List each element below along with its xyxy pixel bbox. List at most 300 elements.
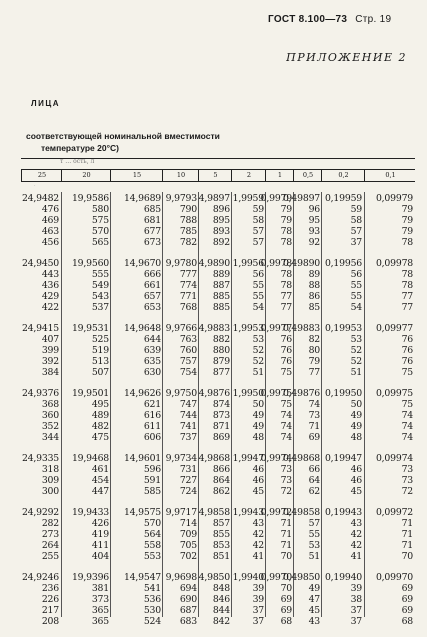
table-cell: 14,9689 xyxy=(123,193,161,204)
table-cell: 585 xyxy=(143,486,161,497)
table-cell: 392 xyxy=(41,356,59,367)
table-cell: 41 xyxy=(252,551,264,562)
table-cell: 0,19950 xyxy=(324,388,362,399)
table-cell: 39 xyxy=(252,583,264,594)
table-cell: 74 xyxy=(308,399,320,410)
table-cell: 69 xyxy=(401,605,413,616)
table-cell: 426 xyxy=(91,518,109,529)
table-row xyxy=(21,475,415,486)
table-cell: 429 xyxy=(41,291,59,302)
table-cell: 495 xyxy=(91,399,109,410)
table-cell: 43 xyxy=(350,518,362,529)
table-cell: 606 xyxy=(143,432,161,443)
table-cell: 447 xyxy=(91,486,109,497)
table-cell: 51 xyxy=(252,367,264,378)
table-cell: 226 xyxy=(41,594,59,605)
table-cell: 71 xyxy=(401,540,413,551)
table-cell: 19,9560 xyxy=(71,258,109,269)
table-cell: 208 xyxy=(41,616,59,627)
table-cell: 880 xyxy=(212,345,230,356)
table-cell: 681 xyxy=(143,215,161,226)
table-cell: 58 xyxy=(350,215,362,226)
column-header-cell xyxy=(110,170,163,181)
table-cell: 0,19956 xyxy=(324,258,362,269)
table-cell: 404 xyxy=(91,551,109,562)
table-cell: 381 xyxy=(91,583,109,594)
table-row xyxy=(21,291,415,302)
table-cell: 54 xyxy=(350,302,362,313)
table-cell: 309 xyxy=(41,475,59,486)
table-row xyxy=(21,486,415,497)
table-cell: 77 xyxy=(280,302,292,313)
table-cell: 14,9626 xyxy=(123,388,161,399)
table-cell: 69 xyxy=(401,583,413,594)
table-cell: 92 xyxy=(308,237,320,248)
table-cell: 896 xyxy=(212,204,230,215)
table-cell: 74 xyxy=(280,421,292,432)
table-cell: 790 xyxy=(179,204,197,215)
table-cell: 43 xyxy=(252,518,264,529)
table-cell: 0,09978 xyxy=(375,258,413,269)
table-cell: 78 xyxy=(280,237,292,248)
page-header xyxy=(268,14,391,25)
table-row xyxy=(21,345,415,356)
column-header-label: 25 xyxy=(37,171,47,179)
table-cell: 9,9734 xyxy=(165,453,197,464)
table-cell: 621 xyxy=(143,399,161,410)
table-cell: 75 xyxy=(280,399,292,410)
table-cell: 644 xyxy=(143,334,161,345)
table-cell: 9,9698 xyxy=(165,572,197,583)
table-cell: 0,09974 xyxy=(375,453,413,464)
table-cell: 4,9876 xyxy=(198,388,230,399)
table-cell: 885 xyxy=(212,291,230,302)
table-cell: 52 xyxy=(252,356,264,367)
table-cell: 4,9858 xyxy=(198,507,230,518)
table-cell: 709 xyxy=(179,529,197,540)
table-cell: 0,9975 xyxy=(260,388,292,399)
table-row xyxy=(21,605,415,616)
table-cell: 848 xyxy=(212,583,230,594)
table-cell: 273 xyxy=(41,529,59,540)
table-cell: 45 xyxy=(308,605,320,616)
table-cell: 49 xyxy=(350,421,362,432)
table-cell: 52 xyxy=(350,345,362,356)
table-cell: 407 xyxy=(41,334,59,345)
table-row xyxy=(21,215,415,226)
table-cell: 76 xyxy=(401,345,413,356)
table-cell: 14,9648 xyxy=(123,323,161,334)
table-row xyxy=(21,572,415,583)
table-row xyxy=(21,432,415,443)
table-cell: 95 xyxy=(308,215,320,226)
table-row xyxy=(21,540,415,551)
table-row xyxy=(21,367,415,378)
table-cell: 0,09979 xyxy=(375,193,413,204)
table-row xyxy=(21,193,415,204)
table-row xyxy=(21,280,415,291)
standard-number: ГОСТ 8.100—73 xyxy=(268,14,348,25)
table-cell: 463 xyxy=(41,226,59,237)
appendix-title: ПРИЛОЖЕНИЕ 2 xyxy=(286,51,407,64)
table-cell: 236 xyxy=(41,583,59,594)
column-header-cell xyxy=(162,170,199,181)
table-cell: 82 xyxy=(308,334,320,345)
table-cell: 895 xyxy=(212,215,230,226)
table-cell: 24,9335 xyxy=(21,453,59,464)
table-cell: 71 xyxy=(280,529,292,540)
table-cell: 570 xyxy=(91,226,109,237)
table-cell: 80 xyxy=(308,345,320,356)
table-cell: 580 xyxy=(91,204,109,215)
column-header-label: 0,2 xyxy=(338,171,349,179)
table-cell: 79 xyxy=(280,204,292,215)
table-cell: 673 xyxy=(143,237,161,248)
table-cell: 558 xyxy=(143,540,161,551)
table-cell: 49 xyxy=(252,421,264,432)
table-cell: 879 xyxy=(212,356,230,367)
table-cell: 842 xyxy=(212,616,230,627)
table-cell: 0,49858 xyxy=(282,507,320,518)
table-cell: 0,19953 xyxy=(324,323,362,334)
table-cell: 352 xyxy=(41,421,59,432)
table-cell: 536 xyxy=(143,594,161,605)
table-cell: 0,9972 xyxy=(260,507,292,518)
table-cell: 73 xyxy=(308,410,320,421)
table-cell: 47 xyxy=(308,594,320,605)
table-cell: 42 xyxy=(350,529,362,540)
table-cell: 37 xyxy=(252,605,264,616)
table-cell: 344 xyxy=(41,432,59,443)
table-cell: 419 xyxy=(91,529,109,540)
table-cell: 42 xyxy=(252,529,264,540)
table-cell: 853 xyxy=(212,540,230,551)
table-cell: 45 xyxy=(350,486,362,497)
table-cell: 79 xyxy=(401,226,413,237)
table-cell: 0,9979 xyxy=(260,193,292,204)
table-cell: 39 xyxy=(350,583,362,594)
table-cell: 56 xyxy=(252,269,264,280)
page-number: Стр. 19 xyxy=(355,14,392,25)
table-cell: 59 xyxy=(252,204,264,215)
table-cell: 89 xyxy=(308,269,320,280)
table-cell: 318 xyxy=(41,464,59,475)
table-cell: 687 xyxy=(179,605,197,616)
table-cell: 524 xyxy=(143,616,161,627)
table-cell: 714 xyxy=(179,518,197,529)
table-cell: 71 xyxy=(280,518,292,529)
table-cell: 653 xyxy=(143,302,161,313)
table-cell: 469 xyxy=(41,215,59,226)
table-cell: 731 xyxy=(179,464,197,475)
column-header-label: 1 xyxy=(277,171,283,179)
table-cell: 37 xyxy=(350,237,362,248)
table-row xyxy=(21,410,415,421)
table-cell: 411 xyxy=(91,540,109,551)
table-cell: 49 xyxy=(350,410,362,421)
table-cell: 737 xyxy=(179,432,197,443)
table-cell: 694 xyxy=(179,583,197,594)
table-cell: 56 xyxy=(350,269,362,280)
table-cell: 48 xyxy=(350,432,362,443)
table-cell: 846 xyxy=(212,594,230,605)
table-cell: 0,09977 xyxy=(375,323,413,334)
table-cell: 51 xyxy=(308,551,320,562)
table-cell: 55 xyxy=(308,529,320,540)
table-cell: 78 xyxy=(280,280,292,291)
table-cell: 19,9433 xyxy=(71,507,109,518)
table-cell: 591 xyxy=(143,475,161,486)
column-header-cell xyxy=(265,170,294,181)
table-cell: 869 xyxy=(212,432,230,443)
table-cell: 0,49890 xyxy=(282,258,320,269)
table-cell: 41 xyxy=(350,551,362,562)
caption-line-1: соответствующей номинальной вместимости xyxy=(26,131,220,141)
table-cell: 74 xyxy=(401,421,413,432)
table-cell: 300 xyxy=(41,486,59,497)
table-cell: 570 xyxy=(143,518,161,529)
table-cell: 52 xyxy=(350,356,362,367)
table-cell: 69 xyxy=(280,605,292,616)
table-cell: 78 xyxy=(280,269,292,280)
table-cell: 77 xyxy=(401,302,413,313)
table-cell: 702 xyxy=(179,551,197,562)
table-row xyxy=(21,507,415,518)
table-cell: 777 xyxy=(179,269,197,280)
table-cell: 73 xyxy=(401,464,413,475)
table-cell: 877 xyxy=(212,367,230,378)
column-header-label: 15 xyxy=(132,171,142,179)
table-cell: 48 xyxy=(252,432,264,443)
table-row xyxy=(21,551,415,562)
table-row xyxy=(21,518,415,529)
table-cell: 71 xyxy=(401,529,413,540)
table-cell: 71 xyxy=(401,518,413,529)
table-cell: 37 xyxy=(350,616,362,627)
table-cell: 79 xyxy=(308,356,320,367)
table-cell: 77 xyxy=(280,291,292,302)
table-cell: 368 xyxy=(41,399,59,410)
table-cell: 45 xyxy=(252,486,264,497)
table-cell: 543 xyxy=(91,291,109,302)
table-cell: 454 xyxy=(91,475,109,486)
table-cell: 53 xyxy=(350,334,362,345)
table-cell: 73 xyxy=(280,475,292,486)
table-row xyxy=(21,204,415,215)
table-cell: 78 xyxy=(401,269,413,280)
table-cell: 0,49876 xyxy=(282,388,320,399)
table-cell: 0,49897 xyxy=(282,193,320,204)
table-cell: 42 xyxy=(350,540,362,551)
table-cell: 639 xyxy=(143,345,161,356)
table-cell: 4,9890 xyxy=(198,258,230,269)
column-header-row xyxy=(21,169,415,182)
table-cell: 365 xyxy=(91,616,109,627)
table-cell: 54 xyxy=(252,302,264,313)
table-cell: 72 xyxy=(280,486,292,497)
table-cell: 727 xyxy=(179,475,197,486)
table-cell: 1,9947 xyxy=(232,453,264,464)
table-cell: 55 xyxy=(252,280,264,291)
table-cell: 661 xyxy=(143,280,161,291)
table-cell: 53 xyxy=(252,334,264,345)
table-cell: 0,49850 xyxy=(282,572,320,583)
table-cell: 4,9897 xyxy=(198,193,230,204)
table-cell: 46 xyxy=(252,475,264,486)
table-cell: 46 xyxy=(252,464,264,475)
table-cell: 611 xyxy=(143,421,161,432)
column-header-cell xyxy=(293,170,322,181)
table-cell: 882 xyxy=(212,334,230,345)
table-cell: 785 xyxy=(179,226,197,237)
table-cell: 71 xyxy=(308,421,320,432)
table-cell: 575 xyxy=(91,215,109,226)
table-cell: 255 xyxy=(41,551,59,562)
table-cell: 555 xyxy=(91,269,109,280)
table-cell: 893 xyxy=(212,226,230,237)
table-cell: 360 xyxy=(41,410,59,421)
table-cell: 76 xyxy=(401,334,413,345)
table-cell: 75 xyxy=(401,399,413,410)
table-row xyxy=(21,226,415,237)
table-row xyxy=(21,258,415,269)
table-cell: 1,9953 xyxy=(232,323,264,334)
table-cell: 747 xyxy=(179,399,197,410)
dot-row: · xyxy=(34,183,36,189)
table-cell: 42 xyxy=(252,540,264,551)
table-cell: 553 xyxy=(143,551,161,562)
table-cell: 774 xyxy=(179,280,197,291)
table-cell: 70 xyxy=(401,551,413,562)
table-cell: 683 xyxy=(179,616,197,627)
table-cell: 771 xyxy=(179,291,197,302)
table-cell: 57 xyxy=(350,226,362,237)
table-cell: 19,9586 xyxy=(71,193,109,204)
table-cell: 0,09970 xyxy=(375,572,413,583)
table-row xyxy=(21,399,415,410)
table-cell: 24,9292 xyxy=(21,507,59,518)
table-cell: 519 xyxy=(91,345,109,356)
table-cell: 1,9943 xyxy=(232,507,264,518)
table-cell: 0,49868 xyxy=(282,453,320,464)
table-cell: 50 xyxy=(350,399,362,410)
table-cell: 763 xyxy=(179,334,197,345)
table-cell: 0,19940 xyxy=(324,572,362,583)
table-cell: 39 xyxy=(252,594,264,605)
table-cell: 79 xyxy=(280,215,292,226)
table-cell: 482 xyxy=(91,421,109,432)
table-cell: 657 xyxy=(143,291,161,302)
table-cell: 78 xyxy=(280,226,292,237)
table-row xyxy=(21,334,415,345)
table-cell: 76 xyxy=(401,356,413,367)
table-cell: 79 xyxy=(401,204,413,215)
table-cell: 96 xyxy=(308,204,320,215)
table-cell: 760 xyxy=(179,345,197,356)
table-cell: 19,9468 xyxy=(71,453,109,464)
table-cell: 885 xyxy=(212,302,230,313)
table-cell: 4,9883 xyxy=(198,323,230,334)
table-cell: 887 xyxy=(212,280,230,291)
table-cell: 690 xyxy=(179,594,197,605)
table-cell: 76 xyxy=(280,345,292,356)
table-cell: 69 xyxy=(308,432,320,443)
table-cell: 476 xyxy=(41,204,59,215)
table-cell: 788 xyxy=(179,215,197,226)
table-cell: 37 xyxy=(252,616,264,627)
table-cell: 851 xyxy=(212,551,230,562)
table-cell: 565 xyxy=(91,237,109,248)
table-cell: 72 xyxy=(401,486,413,497)
table-cell: 541 xyxy=(143,583,161,594)
table-cell: 399 xyxy=(41,345,59,356)
table-cell: 507 xyxy=(91,367,109,378)
table-cell: 873 xyxy=(212,410,230,421)
table-cell: 0,09972 xyxy=(375,507,413,518)
table-cell: 24,9246 xyxy=(21,572,59,583)
table-cell: 69 xyxy=(280,594,292,605)
table-cell: 93 xyxy=(308,226,320,237)
table-cell: 4,9868 xyxy=(198,453,230,464)
table-row xyxy=(21,464,415,475)
table-cell: 14,9575 xyxy=(123,507,161,518)
table-cell: 384 xyxy=(41,367,59,378)
table-cell: 43 xyxy=(308,616,320,627)
table-cell: 436 xyxy=(41,280,59,291)
table-cell: 58 xyxy=(252,215,264,226)
table-cell: 24,9415 xyxy=(21,323,59,334)
table-cell: 14,9547 xyxy=(123,572,161,583)
table-cell: 889 xyxy=(212,269,230,280)
column-header-label: 0,1 xyxy=(385,171,396,179)
table-cell: 53 xyxy=(308,540,320,551)
table-cell: 537 xyxy=(91,302,109,313)
table-cell: 74 xyxy=(401,432,413,443)
table-row xyxy=(21,421,415,432)
table-cell: 782 xyxy=(179,237,197,248)
table-row xyxy=(21,583,415,594)
table-cell: 70 xyxy=(280,583,292,594)
table-cell: 55 xyxy=(350,291,362,302)
table-cell: 443 xyxy=(41,269,59,280)
table-cell: 1,9959 xyxy=(232,193,264,204)
table-cell: 282 xyxy=(41,518,59,529)
table-cell: 59 xyxy=(350,204,362,215)
table-cell: 862 xyxy=(212,486,230,497)
column-header-label: 0,5 xyxy=(302,171,314,179)
table-row xyxy=(21,237,415,248)
table-cell: 74 xyxy=(401,410,413,421)
table-cell: 77 xyxy=(308,367,320,378)
table-cell: 217 xyxy=(41,605,59,616)
table-cell: 0,09975 xyxy=(375,388,413,399)
table-cell: 0,19947 xyxy=(324,453,362,464)
table-cell: 456 xyxy=(41,237,59,248)
column-header-cell xyxy=(61,170,111,181)
table-cell: 73 xyxy=(401,475,413,486)
table-cell: 50 xyxy=(252,399,264,410)
table-cell: 475 xyxy=(91,432,109,443)
table-cell: 1,9940 xyxy=(232,572,264,583)
table-cell: 78 xyxy=(401,237,413,248)
table-row xyxy=(21,594,415,605)
table-cell: 857 xyxy=(212,518,230,529)
table-cell: 71 xyxy=(280,540,292,551)
table-cell: 871 xyxy=(212,421,230,432)
table-cell: 88 xyxy=(308,280,320,291)
table-cell: 73 xyxy=(280,464,292,475)
table-cell: 264 xyxy=(41,540,59,551)
